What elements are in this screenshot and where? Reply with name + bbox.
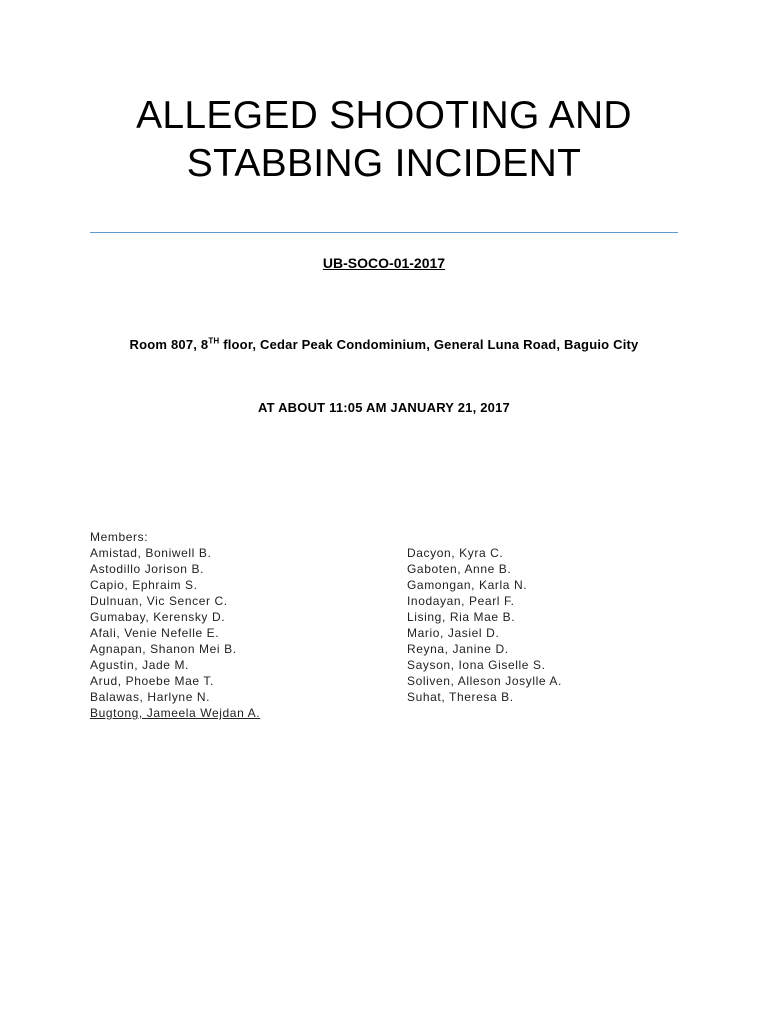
member-name: Amistad, Boniwell B. bbox=[90, 546, 212, 560]
member-name: Mario, Jasiel D. bbox=[407, 626, 500, 640]
member-name: Lising, Ria Mae B. bbox=[407, 610, 516, 624]
location-suffix: floor, Cedar Peak Condominium, General Luna Road, Baguio City bbox=[219, 337, 639, 352]
member-name: Arud, Phoebe Mae T. bbox=[90, 674, 214, 688]
member-name: Sayson, Iona Giselle S. bbox=[407, 658, 546, 672]
members-columns bbox=[90, 545, 690, 721]
member-name: Astodillo Jorison B. bbox=[90, 562, 205, 576]
incident-timestamp: AT ABOUT 11:05 AM JANUARY 21, 2017 bbox=[258, 400, 510, 415]
member-name: Agnapan, Shanon Mei B. bbox=[90, 642, 237, 656]
member-name: Soliven, Alleson Josylle A. bbox=[407, 674, 562, 688]
member-name: Balawas, Harlyne N. bbox=[90, 690, 211, 704]
members-section bbox=[90, 529, 690, 721]
member-name: Gumabay, Kerensky D. bbox=[90, 610, 226, 624]
location-superscript: TH bbox=[208, 336, 220, 346]
member-name: Capio, Ephraim S. bbox=[90, 578, 198, 592]
member-name: Bugtong, Jameela Wejdan A. bbox=[90, 706, 261, 720]
incident-location bbox=[0, 337, 768, 352]
members-label: Members: bbox=[90, 530, 149, 544]
members-column-right bbox=[407, 545, 690, 721]
document-title bbox=[0, 92, 768, 188]
member-name: Gaboten, Anne B. bbox=[407, 562, 512, 576]
title-line-1: ALLEGED SHOOTING AND bbox=[136, 94, 632, 137]
members-column-left bbox=[90, 545, 407, 721]
member-name: Reyna, Janine D. bbox=[407, 642, 509, 656]
member-name: Agustin, Jade M. bbox=[90, 658, 189, 672]
location-prefix: Room 807, 8 bbox=[129, 337, 209, 352]
member-name: Inodayan, Pearl F. bbox=[407, 594, 515, 608]
title-line-2: STABBING INCIDENT bbox=[186, 142, 582, 185]
member-name: Afali, Venie Nefelle E. bbox=[90, 626, 220, 640]
member-name: Gamongan, Karla N. bbox=[407, 578, 528, 592]
horizontal-rule bbox=[90, 232, 678, 233]
case-number: UB-SOCO-01-2017 bbox=[322, 255, 446, 271]
member-name: Suhat, Theresa B. bbox=[407, 690, 514, 704]
member-name: Dacyon, Kyra C. bbox=[407, 546, 504, 560]
member-name: Dulnuan, Vic Sencer C. bbox=[90, 594, 228, 608]
